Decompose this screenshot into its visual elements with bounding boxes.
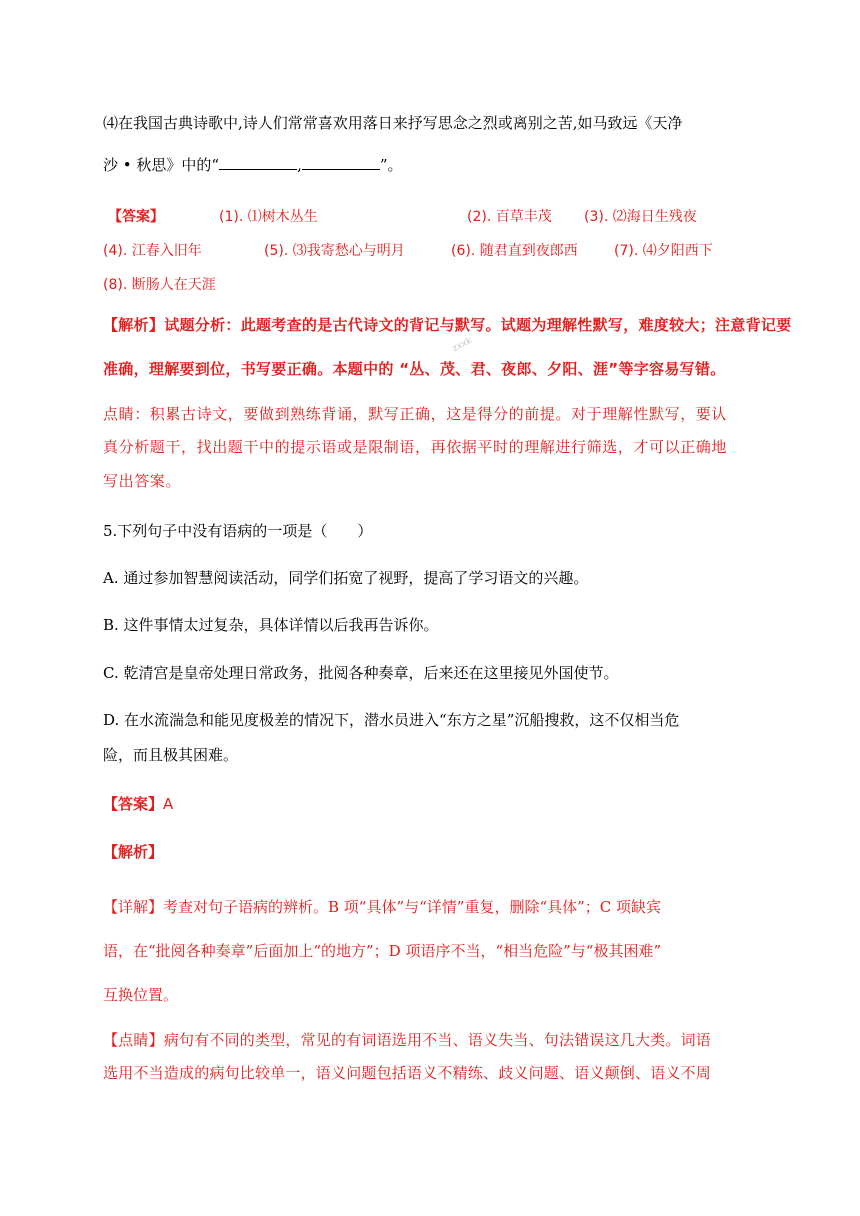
tip-2-line-2: 选用不当造成的病句比较单一，语义问题包括语义不精练、歧义问题、语义颠倒、语义不周 <box>103 1064 712 1082</box>
option-d-line-1: D. 在水流湍急和能见度极差的情况下，潜水员进入“东方之星”沉船搜救，这不仅相当危 <box>103 711 680 729</box>
tip-1-line-3: 写出答案。 <box>103 472 182 490</box>
option-b: B. 这件事情太过复杂，具体详情以后我再告诉你。 <box>103 616 439 634</box>
q4-line-2-prefix: 沙 • 秋思》中的“ <box>103 156 220 174</box>
answer-item: (4). 江春入旧年 <box>103 243 202 259</box>
q4-line-2 <box>103 155 403 175</box>
answer-item: (7). ⑷夕阳西下 <box>614 243 713 259</box>
analysis-2-label: 【解析】 <box>103 843 164 861</box>
detail-line-3: 互换位置。 <box>103 986 179 1004</box>
analysis-1-line-2: 准确，理解要到位，书写要正确。本题中的 “丛、茂、君、夜郎、夕阳、涯”等字容易写错。 <box>103 360 726 378</box>
detail-line-1: 【详解】考查对句子语病的辨析。B 项“具体”与“详情”重复，删除“具体”；C 项缺宾 <box>103 898 662 916</box>
analysis-1-line-1: 【解析】试题分析：此题考查的是古代诗文的背记与默写。试题为理解性默写，难度较大；注意背记要 <box>103 316 792 334</box>
answer-item: (3). ⑵海日生残夜 <box>584 209 697 225</box>
q4-line-2-suffix: ”。 <box>379 156 403 174</box>
option-a: A. 通过参加智慧阅读活动，同学们拓宽了视野，提高了学习语文的兴趣。 <box>103 569 589 587</box>
q4-line-1: ⑷在我国古典诗歌中,诗人们常常喜欢用落日来抒写思念之烈或离别之苦,如马致远《天净 <box>103 114 683 132</box>
tip-1-line-2: 真分析题干，找出题干中的提示语或是限制语，再依据平时的理解进行筛选，才可以正确地 <box>103 438 728 456</box>
option-d-line-2: 险，而且极其困难。 <box>103 746 239 764</box>
tip-2-line-1: 【点睛】病句有不同的类型，常见的有词语选用不当、语义失当、句法错误这几大类。词语 <box>103 1031 712 1049</box>
answer-2-label: 【答案】 <box>103 795 164 813</box>
answer-item: (1). ⑴树木丛生 <box>219 209 318 225</box>
answer-label: 【答案】 <box>108 209 164 225</box>
answer-item: (6). 随君直到夜郎西 <box>451 243 578 259</box>
option-c: C. 乾清宫是皇帝处理日常政务，批阅各种奏章，后来还在这里接见外国使节。 <box>103 664 619 682</box>
tip-1-line-1: 点睛：积累古诗文，要做到熟练背诵，默写正确，这是得分的前提。对于理解性默写，要认 <box>103 405 728 423</box>
blank-1 <box>219 155 297 170</box>
detail-line-2: 语，在“批阅各种奏章”后面加上“的地方”；D 项语序不当，“相当危险”与“极其困难” <box>103 942 662 960</box>
watermark: zxxk <box>450 335 474 355</box>
answer-item: (2). 百草丰茂 <box>467 209 552 225</box>
answer-item: (5). ⑶我寄愁心与明月 <box>264 243 405 259</box>
answer-2-value: A <box>163 795 174 813</box>
blank-separator: , <box>297 156 302 174</box>
answer-item: (8). 断肠人在天涯 <box>103 277 216 293</box>
blank-2 <box>302 155 380 170</box>
answer-2 <box>103 794 173 814</box>
question-5-stem: 5.下列句子中没有语病的一项是（ ） <box>103 522 373 540</box>
